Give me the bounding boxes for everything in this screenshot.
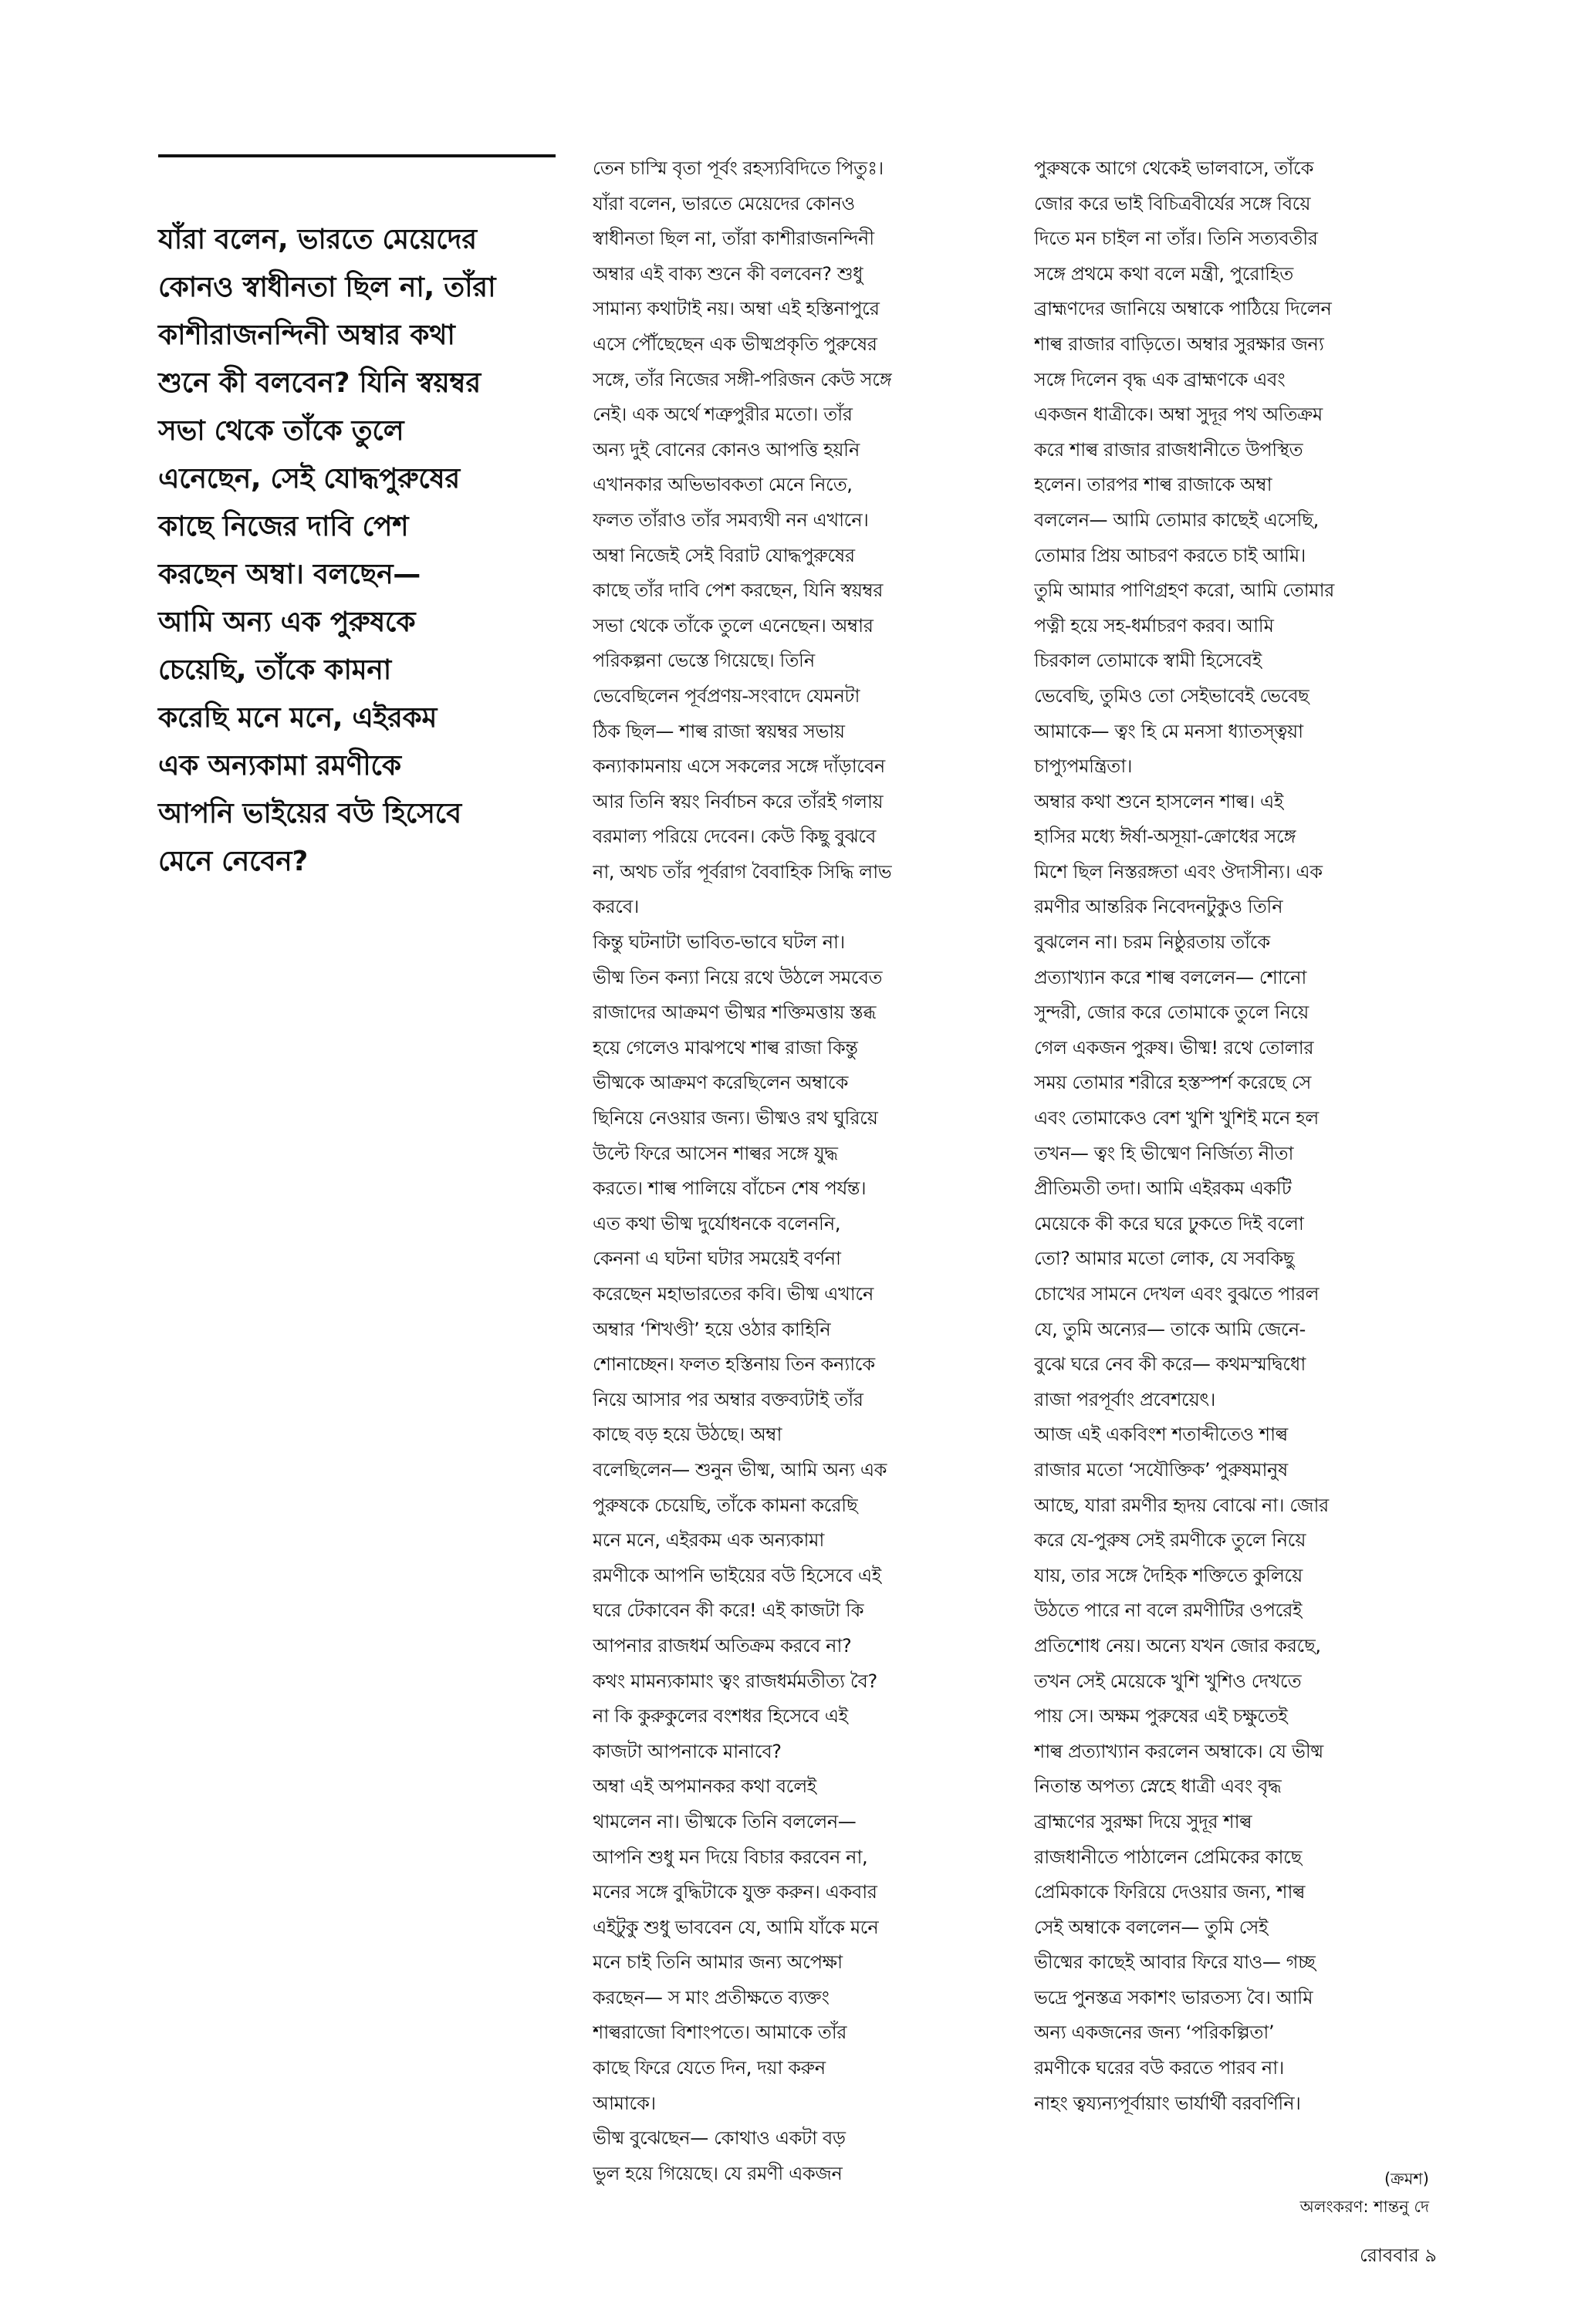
text-line: হাসির মধ্যে ঈর্ষা-অসূয়া-ক্রোধের সঙ্গে <box>1034 826 1296 848</box>
text-line: আছে, যারা রমণীর হৃদয় বোঝে না। জোর <box>1034 1494 1329 1516</box>
pull-quote-line: এনেছেন, সেই যোদ্ধপুরুষের <box>158 463 460 495</box>
text-line: রমণীর আন্তরিক নিবেদনটুকুও তিনি <box>1034 896 1283 918</box>
text-line: চোখের সামনে দেখল এবং বুঝতে পারল <box>1034 1283 1320 1305</box>
text-line: অম্বার কথা শুনে হাসলেন শাল্ব। এই <box>1034 790 1283 812</box>
text-line: তোমার প্রিয় আচরণ করতে চাই আমি। <box>1034 544 1306 566</box>
text-line: ছিনিয়ে নেওয়ার জন্য। ভীষ্মও রথ ঘুরিয়ে <box>593 1107 878 1130</box>
text-line: জোর করে ভাই বিচিত্রবীর্যের সঙ্গে বিয়ে <box>1034 192 1311 214</box>
text-line: চিরকাল তোমাকে স্বামী হিসেবেই <box>1034 650 1262 672</box>
text-line: স্বাধীনতা ছিল না, তাঁরা কাশীরাজনন্দিনী <box>593 228 874 250</box>
text-line: না কি কুরুকুলের বংশধর হিসেবে এই <box>593 1705 848 1728</box>
text-line: ভুল হয়ে গিয়েছে। যে রমণী একজন <box>593 2162 843 2184</box>
text-line: বরমাল্য পরিয়ে দেবেন। কেউ কিছু বুঝবে <box>593 826 876 848</box>
text-line: পুরুষকে চেয়েছি, তাঁকে কামনা করেছি <box>593 1494 858 1516</box>
text-line: পায় সে। অক্ষম পুরুষের এই চক্ষুতেই <box>1034 1705 1288 1728</box>
text-line: তখন সেই মেয়েকে খুশি খুশিও দেখতে <box>1034 1670 1302 1692</box>
text-line: অম্বা এই অপমানকর কথা বলেই <box>593 1775 816 1798</box>
pull-quote-line: কাশীরাজনন্দিনী অম্বার কথা <box>158 319 455 351</box>
text-line: তুমি আমার পাণিগ্রহণ করো, আমি তোমার <box>1034 579 1334 602</box>
text-line: না, অথচ তাঁর পূর্বরাগ বৈবাহিক সিদ্ধি লাভ <box>593 860 892 883</box>
text-line: ভীষ্মকে আক্রমণ করেছিলেন অম্বাকে <box>593 1072 848 1094</box>
credits <box>1300 2165 1429 2221</box>
pull-quote-line: করছেন অম্বা। বলছেন— <box>158 559 421 590</box>
text-line: ভীষ্ম তিন কন্যা নিয়ে রথে উঠলে সমবেত <box>593 966 883 988</box>
text-line: আজ এই একবিংশ শতাব্দীতেও শাল্ব <box>1034 1424 1288 1446</box>
text-line: আর তিনি স্বয়ং নির্বাচন করে তাঁরই গলায় <box>593 790 884 812</box>
article-column-1 <box>593 151 1009 2191</box>
text-line: কন্যাকামনায় এসে সকলের সঙ্গে দাঁড়াবেন <box>593 755 885 778</box>
text-line: করবে। <box>593 896 639 918</box>
text-line: বললেন— আমি তোমার কাছেই এসেছি, <box>1034 508 1319 531</box>
text-line: অম্বার এই বাক্য শুনে কী বলবেন? শুধু <box>593 262 863 285</box>
text-line: উল্টে ফিরে আসেন শাল্বর সঙ্গে যুদ্ধ <box>593 1142 838 1164</box>
text-line: কাছে তাঁর দাবি পেশ করছেন, যিনি স্বয়ম্বর <box>593 579 884 602</box>
text-line: করে শাল্ব রাজার রাজধানীতে উপস্থিত <box>1034 438 1303 461</box>
text-line: ভদ্রে পুনস্তত্র সকাশং ভারতস্য বৈ। আমি <box>1034 1986 1313 2008</box>
text-line: আমাকে। <box>593 2092 656 2114</box>
text-line: তখন— ত্বং হি ভীষ্মেণ নির্জিত্য নীতা <box>1034 1142 1294 1164</box>
text-line: গেল একজন পুরুষ। ভীষ্ম! রথে তোলার <box>1034 1036 1314 1059</box>
text-line: নিয়ে আসার পর অম্বার বক্তব্যটাই তাঁর <box>593 1388 863 1410</box>
text-line: আপনার রাজধর্ম অতিক্রম করবে না? <box>593 1634 852 1657</box>
text-line: রমণীকে আপনি ভাইয়ের বউ হিসেবে এই <box>593 1564 881 1586</box>
text-line: বুঝলেন না। চরম নিষ্ঠুরতায় তাঁকে <box>1034 931 1270 954</box>
text-line: উঠতে পারে না বলে রমণীটির ওপরেই <box>1034 1599 1303 1622</box>
pull-quote-rule <box>158 154 556 157</box>
text-line: পত্নী হয়ে সহ-ধর্মাচরণ করব। আমি <box>1034 614 1274 637</box>
text-line: ব্রাহ্মণের সুরক্ষা দিয়ে সুদূর শাল্ব <box>1034 1810 1252 1833</box>
illustration-credit: অলংকরণ: শান্তনু দে <box>1299 2197 1429 2216</box>
text-line: এখানকার অভিভাবকতা মেনে নিতে, <box>593 474 853 496</box>
text-line: রাজধানীতে পাঠালেন প্রেমিকের কাছে <box>1034 1846 1302 1868</box>
text-line: আমাকে— ত্বং হি মে মনসা ধ্যাতস্ত্বয়া <box>1034 720 1303 742</box>
text-line: আপনি শুধু মন দিয়ে বিচার করবেন না, <box>593 1846 868 1868</box>
text-line: রমণীকে ঘরের বউ করতে পারব না। <box>1034 2057 1284 2079</box>
text-line: সেই অম্বাকে বললেন— তুমি সেই <box>1034 1916 1269 1938</box>
text-line: করেছেন মহাভারতের কবি। ভীষ্ম এখানে <box>593 1283 874 1305</box>
text-line: পরিকল্পনা ভেস্তে গিয়েছে। তিনি <box>593 650 815 672</box>
text-line: ব্রাহ্মণদের জানিয়ে অম্বাকে পাঠিয়ে দিলেন <box>1034 298 1332 320</box>
text-line: দিতে মন চাইল না তাঁর। তিনি সত্যবতীর <box>1034 228 1318 250</box>
text-line: সভা থেকে তাঁকে তুলে এনেছেন। অম্বার <box>593 614 874 637</box>
text-line: সঙ্গে, তাঁর নিজের সঙ্গী-পরিজন কেউ সঙ্গে <box>593 368 892 390</box>
text-line: সুন্দরী, জোর করে তোমাকে তুলে নিয়ে <box>1034 1002 1309 1024</box>
text-line: ফলত তাঁরাও তাঁর সমব্যথী নন এখানে। <box>593 508 869 531</box>
text-line: এসে পৌঁছেছেন এক ভীষ্মপ্রকৃতি পুরুষের <box>593 333 877 355</box>
text-line: অন্য একজনের জন্য ‘পরিকল্পিতা’ <box>1034 2022 1275 2044</box>
text-line: এত কথা ভীষ্ম দুর্যোধনকে বলেননি, <box>593 1212 841 1235</box>
text-line: রাজা পরপূর্বাং প্রবেশয়েৎ। <box>1034 1388 1215 1410</box>
text-line: যে, তুমি অন্যের— তাকে আমি জেনে- <box>1034 1318 1306 1340</box>
text-line: করছেন— স মাং প্রতীক্ষতে ব্যক্তং <box>593 1986 830 2008</box>
text-line: প্রত্যাখ্যান করে শাল্ব বললেন— শোনো <box>1034 966 1306 988</box>
text-line: সঙ্গে প্রথমে কথা বলে মন্ত্রী, পুরোহিত <box>1034 262 1293 285</box>
pull-quote-line: কোনও স্বাধীনতা ছিল না, তাঁরা <box>158 272 496 303</box>
pull-quote-line: আমি অন্য এক পুরুষকে <box>158 606 416 638</box>
text-line: ঘরে টেকাবেন কী করে! এই কাজটা কি <box>593 1599 864 1622</box>
text-line: শাল্ব প্রত্যাখ্যান করলেন অম্বাকে। যে ভীষ্ম <box>1034 1740 1323 1762</box>
text-line: অম্বার ‘শিখণ্ডী’ হয়ে ওঠার কাহিনি <box>593 1318 831 1340</box>
text-line: রাজাদের আক্রমণ ভীষ্মর শক্তিমত্তায় স্তব্ধ <box>593 1002 877 1024</box>
text-line: ভীষ্ম বুঝেছেন— কোথাও একটা বড় <box>593 2127 846 2150</box>
pull-quote-line: যাঁরা বলেন, ভারতে মেয়েদের <box>158 224 477 255</box>
text-line: কাছে ফিরে যেতে দিন, দয়া করুন <box>593 2057 826 2079</box>
pull-quote-line: এক অন্যকামা রমণীকে <box>158 750 401 782</box>
pull-quote <box>158 216 575 886</box>
text-line: ভেবেছিলেন পূর্বপ্রণয়-সংবাদে যেমনটা <box>593 684 860 707</box>
text-line: কেননা এ ঘটনা ঘটার সময়েই বর্ণনা <box>593 1248 841 1270</box>
text-line: কাছে বড় হয়ে উঠছে। অম্বা <box>593 1424 782 1446</box>
text-line: তো? আমার মতো লোক, যে সবকিছু <box>1034 1248 1294 1270</box>
text-line: প্রীতিমতী তদা। আমি এইরকম একটি <box>1034 1177 1292 1200</box>
text-line: এইটুকু শুধু ভাববেন যে, আমি যাঁকে মনে <box>593 1916 879 1938</box>
text-line: হয়ে গেলেও মাঝপথে শাল্ব রাজা কিন্তু <box>593 1036 858 1059</box>
text-line: কিন্তু ঘটনাটা ভাবিত-ভাবে ঘটল না। <box>593 931 845 954</box>
text-line: নিতান্ত অপত্য স্নেহে ধাত্রী এবং বৃদ্ধ <box>1034 1775 1282 1798</box>
page-folio: রোববার ৯ <box>1360 2245 1437 2266</box>
pull-quote-line: মেনে নেবেন? <box>158 846 308 877</box>
text-line: পুরুষকে আগে থেকেই ভালবাসে, তাঁকে <box>1034 157 1314 179</box>
text-line: একজন ধাত্রীকে। অম্বা সুদূর পথ অতিক্রম <box>1034 404 1323 426</box>
pull-quote-line: করেছি মনে মনে, এইরকম <box>158 702 438 734</box>
text-line: বলেছিলেন— শুনুন ভীষ্ম, আমি অন্য এক <box>593 1458 887 1481</box>
text-line: সময় তোমার শরীরে হস্তস্পর্শ করেছে সে <box>1034 1072 1311 1094</box>
text-line: রাজার মতো ‘সযৌক্তিক’ পুরুষমানুষ <box>1034 1458 1288 1481</box>
text-line: অন্য দুই বোনের কোনও আপত্তি হয়নি <box>593 438 860 461</box>
text-line: কাজটা আপনাকে মানাবে? <box>593 1740 782 1762</box>
text-line: কথং মামন্যকামাং ত্বং রাজধর্মমতীত্য বৈ? <box>593 1670 877 1692</box>
pull-quote-line: শুনে কী বলবেন? যিনি স্বয়ম্বর <box>158 367 481 399</box>
text-line: তেন চাস্মি বৃতা পূর্বং রহস্যবিদিতে পিতুঃ। <box>593 157 884 179</box>
text-line: মনে মনে, এইরকম এক অন্যকামা <box>593 1529 824 1552</box>
pull-quote-line: কাছে নিজের দাবি পেশ <box>158 511 409 542</box>
text-line: যাঁরা বলেন, ভারতে মেয়েদের কোনও <box>593 192 855 214</box>
pull-quote-line: সভা থেকে তাঁকে তুলে <box>158 415 404 447</box>
text-line: চাপ্যুপমন্ত্রিতা। <box>1034 755 1133 778</box>
text-line: মনে চাই তিনি আমার জন্য অপেক্ষা <box>593 1951 843 1974</box>
text-line: ভীষ্মের কাছেই আবার ফিরে যাও— গচ্ছ <box>1034 1951 1316 1974</box>
text-line: ঠিক ছিল— শাল্ব রাজা স্বয়ম্বর সভায় <box>593 720 845 742</box>
text-line: মিশে ছিল নিস্তরঙ্গতা এবং ঔদাসীন্য। এক <box>1034 860 1323 883</box>
text-line: প্রেমিকাকে ফিরিয়ে দেওয়ার জন্য, শাল্ব <box>1034 1881 1306 1903</box>
text-line: ভেবেছি, তুমিও তো সেইভাবেই ভেবেছ <box>1034 684 1309 707</box>
text-line: শাল্ব রাজার বাড়িতে। অম্বার সুরক্ষার জন্য <box>1034 333 1324 355</box>
text-line: করে যে-পুরুষ সেই রমণীকে তুলে নিয়ে <box>1034 1529 1306 1552</box>
text-line: হলেন। তারপর শাল্ব রাজাকে অম্বা <box>1034 474 1272 496</box>
text-line: শাল্বরাজো বিশাংপতে। আমাকে তাঁর <box>593 2022 847 2044</box>
pull-quote-line: চেয়েছি, তাঁকে কামনা <box>158 654 391 686</box>
text-line: করতে। শাল্ব পালিয়ে বাঁচেন শেষ পর্যন্ত। <box>593 1177 867 1200</box>
text-line: যায়, তার সঙ্গে দৈহিক শক্তিতে কুলিয়ে <box>1034 1564 1303 1586</box>
text-line: মনের সঙ্গে বুদ্ধিটাকে যুক্ত করুন। একবার <box>593 1881 877 1903</box>
article-column-2 <box>1034 151 1451 2121</box>
text-line: সঙ্গে দিলেন বৃদ্ধ এক ব্রাহ্মণকে এবং <box>1034 368 1286 390</box>
text-line: থামলেন না। ভীষ্মকে তিনি বললেন— <box>593 1810 857 1833</box>
text-line: এবং তোমাকেও বেশ খুশি খুশিই মনে হল <box>1034 1107 1319 1130</box>
text-line: সামান্য কথাটাই নয়। অম্বা এই হস্তিনাপুরে <box>593 298 880 320</box>
text-line: নেই। এক অর্থে শত্রুপুরীর মতো। তাঁর <box>593 404 853 426</box>
text-line: প্রতিশোধ নেয়। অন্যে যখন জোর করছে, <box>1034 1634 1321 1657</box>
text-line: মেয়েকে কী করে ঘরে ঢুকতে দিই বলো <box>1034 1212 1304 1235</box>
pull-quote-line: আপনি ভাইয়ের বউ হিসেবে <box>158 798 461 829</box>
continued-label: (ক্রমশ) <box>1384 2170 1429 2188</box>
text-line: শোনাচ্ছেন। ফলত হস্তিনায় তিন কন্যাকে <box>593 1353 875 1376</box>
text-line: অম্বা নিজেই সেই বিরাট যোদ্ধপুরুষের <box>593 544 855 566</box>
text-line: নাহং ত্বয্যন্যপূর্বায়াং ভার্যার্থী বরবর্ণিনি। <box>1034 2092 1301 2114</box>
text-line: বুঝে ঘরে নেব কী করে— কথমস্মদ্বিধো <box>1034 1353 1306 1376</box>
